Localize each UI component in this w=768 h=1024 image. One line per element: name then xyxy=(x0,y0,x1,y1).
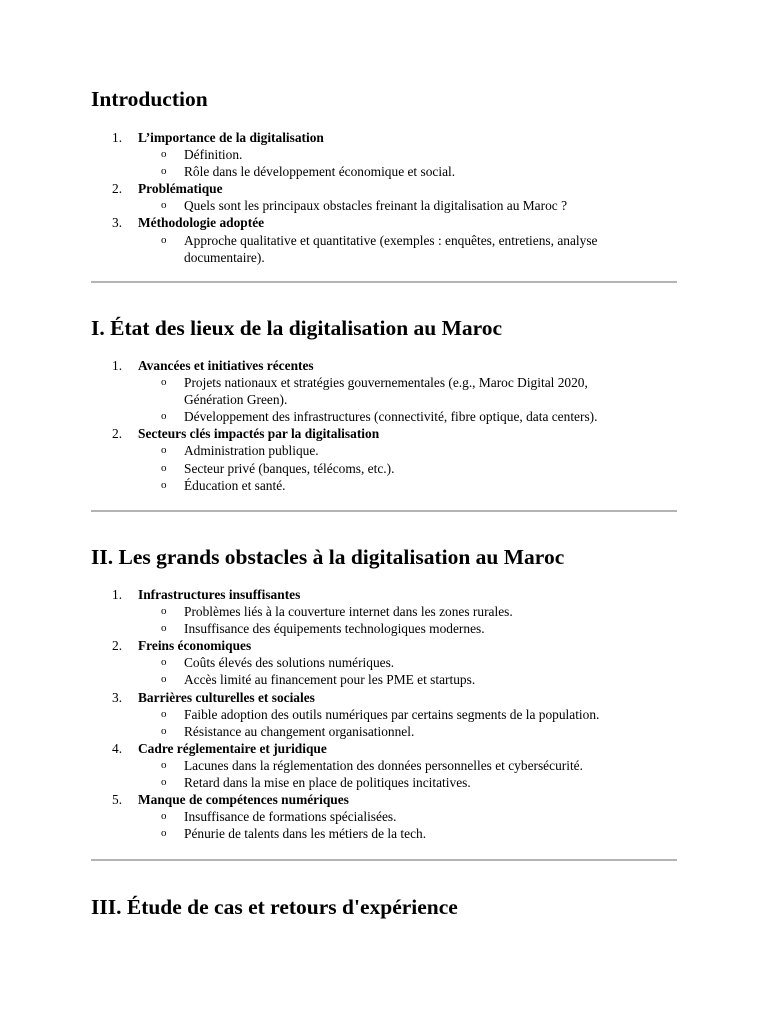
sub-item xyxy=(138,620,684,637)
item-title: Freins économiques xyxy=(138,638,252,654)
sub-item xyxy=(138,232,624,266)
list-item xyxy=(91,586,677,637)
numbered-list xyxy=(91,357,677,494)
sub-item xyxy=(138,477,624,494)
sub-item-text: Pénurie de talents dans les métiers de la tech. xyxy=(184,826,427,842)
sub-item xyxy=(138,706,684,723)
sub-item-text: Secteur privé (banques, télécoms, etc.). xyxy=(184,460,395,476)
sub-item xyxy=(138,723,684,740)
item-title: L’importance de la digitalisation xyxy=(138,130,324,145)
section-divider xyxy=(91,281,677,283)
list-item xyxy=(91,214,677,265)
item-number: 1. xyxy=(112,587,123,602)
sub-item-text: Projets nationaux et stratégies gouvernementales (e.g., Maroc Digital 2020, Génération Green). xyxy=(184,375,588,408)
sub-item-text: Insuffisance des équipements technologiques modernes. xyxy=(184,621,485,637)
item-title: Secteurs clés impactés par la digitalisation xyxy=(138,426,380,442)
item-title: Problématique xyxy=(138,181,223,197)
list-item xyxy=(91,637,677,688)
bullet-icon: o xyxy=(161,165,167,178)
bullet-icon: o xyxy=(161,707,167,720)
sub-item-text: Rôle dans le développement économique et social. xyxy=(184,164,456,180)
sub-item xyxy=(138,374,624,408)
bullet-icon: o xyxy=(161,410,167,423)
bullet-icon: o xyxy=(161,758,167,771)
item-number: 2. xyxy=(112,638,123,654)
list-item xyxy=(91,129,677,180)
sub-item xyxy=(138,146,624,163)
bullet-icon: o xyxy=(161,673,167,686)
item-title: Cadre réglementaire et juridique xyxy=(138,740,327,756)
sub-item xyxy=(138,774,684,791)
bullet-list xyxy=(91,442,677,493)
section-etat-des-lieux xyxy=(91,314,677,494)
bullet-list xyxy=(91,757,677,791)
list-item xyxy=(91,689,677,740)
bullet-icon: o xyxy=(161,233,167,246)
bullet-list xyxy=(91,603,677,637)
list-item xyxy=(91,740,677,791)
item-number: 1. xyxy=(112,358,123,373)
item-title: Méthodologie adoptée xyxy=(138,215,265,231)
sub-item-text: Lacunes dans la réglementation des données personnelles et cybersécurité. xyxy=(184,757,583,773)
sub-item-text: Administration publique. xyxy=(184,443,319,459)
sub-item xyxy=(138,163,624,180)
section-obstacles xyxy=(91,543,677,842)
bullet-icon: o xyxy=(161,810,167,823)
bullet-icon: o xyxy=(161,461,167,474)
numbered-list xyxy=(91,586,677,842)
section-introduction xyxy=(91,85,677,266)
item-number: 1. xyxy=(112,130,123,145)
sub-item xyxy=(138,825,684,842)
bullet-list xyxy=(91,654,677,688)
bullet-icon: o xyxy=(161,724,167,737)
item-number: 4. xyxy=(112,740,123,756)
bullet-list xyxy=(91,197,677,214)
item-number: 5. xyxy=(112,792,123,808)
sub-item-text: Éducation et santé. xyxy=(184,477,286,493)
item-title: Manque de compétences numériques xyxy=(138,792,349,808)
sub-item xyxy=(138,408,684,425)
bullet-icon: o xyxy=(161,148,167,161)
sub-item xyxy=(138,460,624,477)
numbered-list xyxy=(91,129,677,266)
sub-item xyxy=(138,197,624,214)
bullet-icon: o xyxy=(161,376,167,389)
sub-item-text: Accès limité au financement pour les PME et startups. xyxy=(184,672,476,688)
section-heading: I. État des lieux de la digitalisation au Maroc xyxy=(91,316,503,340)
bullet-icon: o xyxy=(161,776,167,789)
sub-item-text: Retard dans la mise en place de politiques incitatives. xyxy=(184,775,471,791)
section-etude-de-cas xyxy=(91,893,677,921)
sub-item-text: Résistance au changement organisationnel. xyxy=(184,723,415,739)
sub-item-text: Coûts élevés des solutions numériques. xyxy=(184,655,395,671)
bullet-list xyxy=(91,232,677,266)
sub-item xyxy=(138,757,684,774)
item-number: 3. xyxy=(112,689,123,705)
sub-item-text: Quels sont les principaux obstacles freinant la digitalisation au Maroc ? xyxy=(184,198,568,214)
sub-item xyxy=(138,603,684,620)
bullet-icon: o xyxy=(161,622,167,635)
bullet-icon: o xyxy=(161,605,167,618)
list-item xyxy=(91,180,677,214)
list-item xyxy=(91,357,677,425)
bullet-icon: o xyxy=(161,478,167,491)
item-number: 2. xyxy=(112,181,123,197)
sub-item-text: Problèmes liés à la couverture internet dans les zones rurales. xyxy=(184,604,513,620)
sub-item-text: Définition. xyxy=(184,147,243,163)
sub-item xyxy=(138,442,624,459)
section-heading: II. Les grands obstacles à la digitalisation au Maroc xyxy=(91,545,565,569)
item-number: 3. xyxy=(112,215,123,231)
bullet-list xyxy=(91,706,677,740)
item-title: Barrières culturelles et sociales xyxy=(138,689,315,705)
bullet-list xyxy=(91,146,677,180)
bullet-list xyxy=(91,808,677,842)
list-item xyxy=(91,791,677,842)
sub-item-text: Faible adoption des outils numériques par certains segments de la population. xyxy=(184,706,600,722)
section-divider xyxy=(91,510,677,512)
sub-item-text: Approche qualitative et quantitative (exemples : enquêtes, entretiens, analyse documentaire). xyxy=(184,232,598,265)
bullet-icon: o xyxy=(161,444,167,457)
bullet-list xyxy=(91,374,677,425)
sub-item-text: Développement des infrastructures (connectivité, fibre optique, data centers). xyxy=(184,409,598,425)
section-heading: III. Étude de cas et retours d'expérience xyxy=(91,895,458,919)
item-number: 2. xyxy=(112,426,123,442)
item-title: Avancées et initiatives récentes xyxy=(138,358,314,373)
item-title: Infrastructures insuffisantes xyxy=(138,587,301,602)
sub-item xyxy=(138,808,684,825)
section-divider xyxy=(91,859,677,861)
list-item xyxy=(91,425,677,493)
bullet-icon: o xyxy=(161,656,167,669)
sub-item xyxy=(138,671,684,688)
bullet-icon: o xyxy=(161,199,167,212)
section-heading: Introduction xyxy=(91,87,208,111)
sub-item xyxy=(138,654,684,671)
bullet-icon: o xyxy=(161,827,167,840)
sub-item-text: Insuffisance de formations spécialisées. xyxy=(184,809,397,825)
